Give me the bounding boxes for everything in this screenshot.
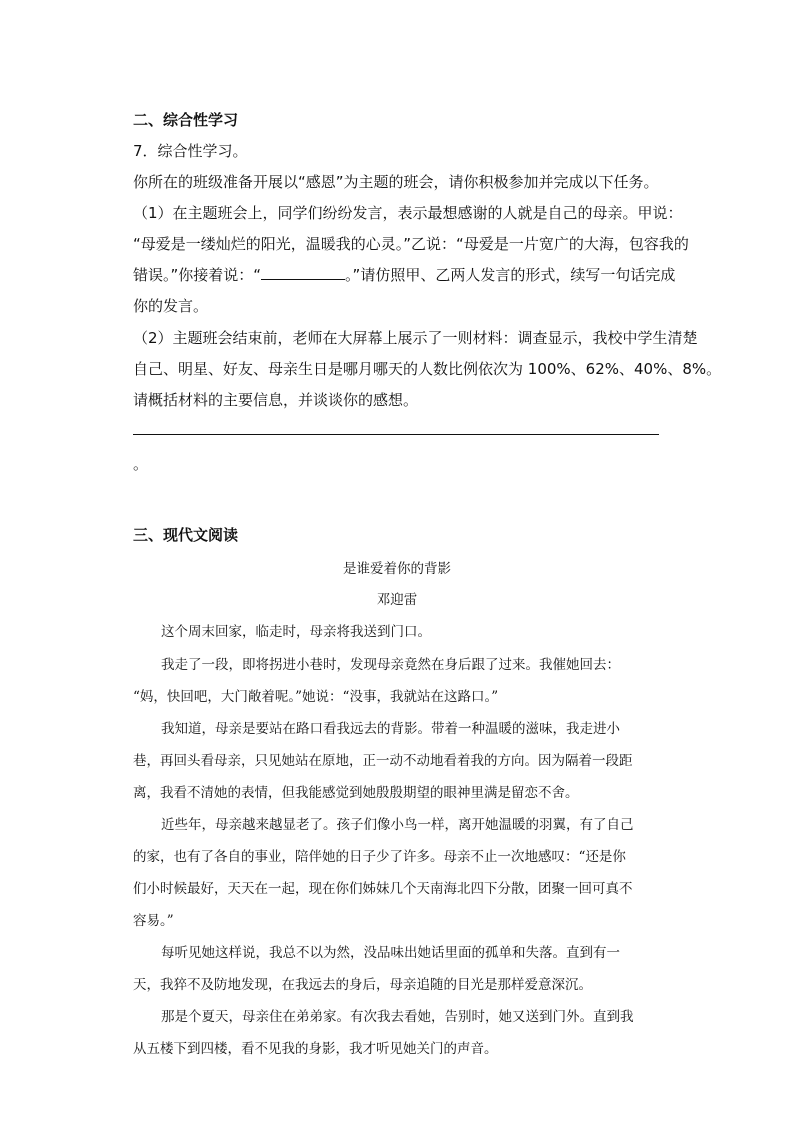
article-line: 容易。” [133, 913, 174, 929]
article-line: 天，我猝不及防地发现，在我远去的身后，母亲追随的目光是那样爱意深沉。 [133, 977, 592, 993]
article-line: 从五楼下到四楼，看不见我的身影，我才听见她关门的声音。 [133, 1041, 498, 1057]
article-title: 是谁爱着你的背影 [343, 561, 451, 577]
section-heading-reading: 三、现代文阅读 [133, 526, 239, 544]
article-line: 近些年，母亲越来越显老了。孩子们像小鸟一样，离开她温暖的羽翼，有了自己 [161, 817, 634, 833]
article-author: 邓迎雷 [376, 592, 418, 608]
section-heading-comprehensive: 二、综合性学习 [133, 111, 239, 129]
article-line: 那是个夏天，母亲住在弟弟家。有次我去看她，告别时，她又送到门外。直到我 [161, 1009, 634, 1025]
part-1-line-1: （1）在主题班会上，同学们纷纷发言，表示最想感谢的人就是自己的母亲。甲说： [133, 204, 683, 222]
part-1-line-3-suffix: 。”请仿照甲、乙两人发言的形式，续写一句话完成 [345, 266, 676, 284]
article-line: 巷，再回头看母亲，只见她站在原地，正一动不动地看着我的方向。因为隔着一段距 [133, 753, 633, 769]
article-line: 我知道，母亲是要站在路口看我远去的背影。带着一种温暖的滋味，我走进小 [161, 721, 620, 737]
article-line: 们小时候最好，天天在一起，现在你们姊妹几个天南海北四下分散，团聚一回可真不 [133, 881, 633, 897]
article-line: “妈，快回吧，大门敞着呢。”她说：“没事，我就站在这路口。” [133, 689, 499, 705]
answer-end-mark: 。 [133, 455, 149, 473]
article-line: 每听见她这样说，我总不以为然，没品味出她话里面的孤单和失落。直到有一 [161, 945, 620, 961]
part-1-line-3 [133, 264, 675, 285]
part-1-line-4: 你的发言。 [133, 297, 209, 315]
part-1-line-2: “母爱是一缕灿烂的阳光，温暖我的心灵。”乙说：“母爱是一片宽广的大海，包容我的 [133, 235, 689, 253]
article-line: 的家，也有了各自的事业，陪伴她的日子少了许多。母亲不止一次地感叹：“还是你 [133, 849, 626, 865]
part-2-line-3: 请概括材料的主要信息，并谈谈你的感想。 [133, 391, 419, 409]
answer-line[interactable] [133, 434, 659, 435]
fill-in-blank[interactable] [261, 267, 345, 280]
part-2-line-1: （2）主题班会结束前，老师在大屏幕上展示了一则材料：调查显示，我校中学生清楚 [133, 329, 698, 347]
article-line: 离，我看不清她的表情，但我能感觉到她殷殷期望的眼神里满是留恋不舍。 [133, 785, 579, 801]
part-1-line-3-prefix: 错误。”你接着说：“ [133, 266, 262, 284]
question-7-title: 7．综合性学习。 [133, 142, 248, 160]
article-line: 这个周末回家，临走时，母亲将我送到门口。 [161, 624, 431, 640]
part-2-line-2: 自己、明星、好友、母亲生日是哪月哪天的人数比例依次为 100%、62%、40%、8%。 [133, 360, 722, 378]
question-7-intro: 你所在的班级准备开展以“感恩”为主题的班会，请你积极参加并完成以下任务。 [133, 173, 659, 191]
article-line: 我走了一段，即将拐进小巷时，发现母亲竟然在身后跟了过来。我催她回去： [161, 657, 620, 673]
